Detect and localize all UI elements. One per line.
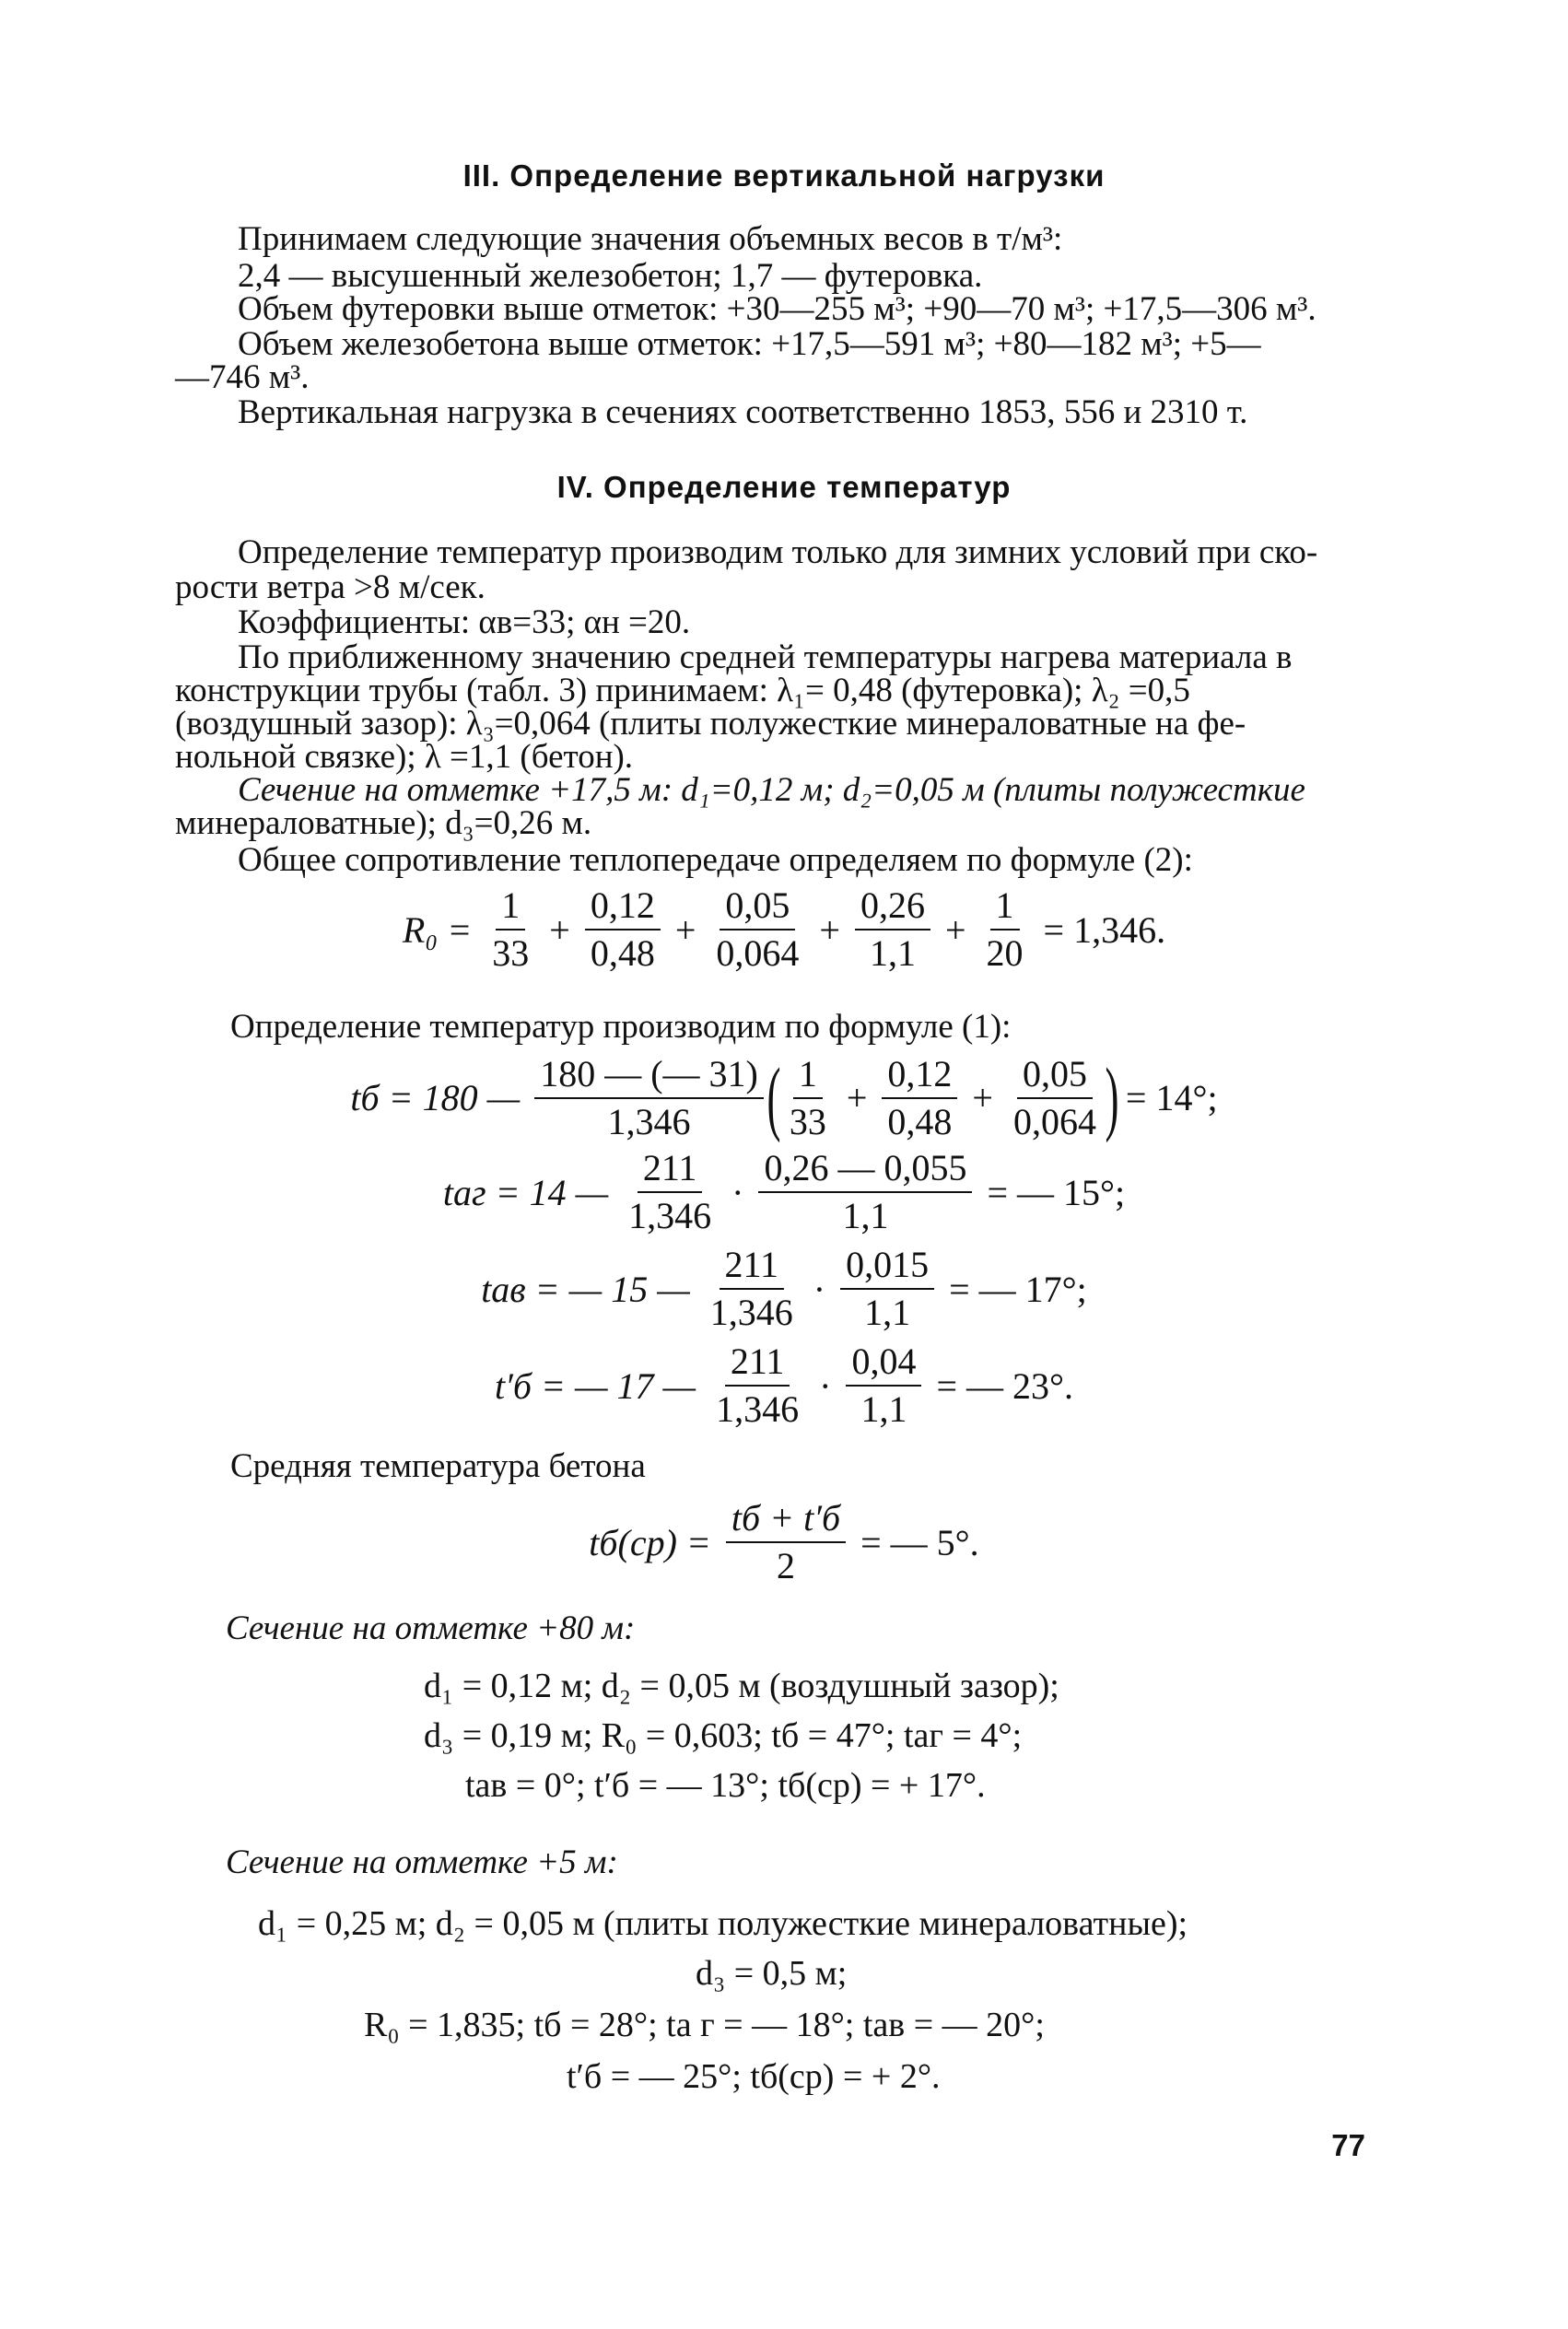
formula-r0: R₀ = $\frac{1}{33}$ + $\frac{0,12}{0,48}$ + $\frac{0,05}{0,064}$ + $\frac{0,26}{1,1}$ + $\frac{1}{20}$ = 1,346. bbox=[402, 884, 1166, 974]
formula-t-mean: tб(ср) = tб + t′б 2 = — 5°. bbox=[589, 1497, 979, 1586]
section-title: Сечение на отметке +5 м: bbox=[226, 1843, 618, 1881]
formula-line: t′б = — 25°; tб(ср) = + 2°. bbox=[567, 2057, 941, 2096]
text-line: Коэффициенты: αв=33; αн =20. bbox=[238, 603, 691, 641]
text-line: Общее сопротивление теплопередаче определяем по формуле (2): bbox=[238, 841, 1193, 879]
text-line: Объем железобетона выше отметок: +17,5—591 м³; +80—182 м³; +5— bbox=[238, 325, 1261, 363]
text-line: —746 м³. bbox=[175, 358, 310, 396]
text-line: (воздушный зазор): λ₃=0,064 (плиты полужесткие минераловатные на фе- bbox=[175, 705, 1246, 743]
formula-line: tав = 0°; t′б = — 13°; tб(ср) = + 17°. bbox=[465, 1766, 986, 1805]
section-4-heading: IV. Определение температур bbox=[556, 470, 1012, 504]
text-line: Сечение на отметке +17,5 м: d₁=0,12 м; d₂=0,05 м (плиты полужесткие bbox=[238, 771, 1305, 809]
text-line: Принимаем следующие значения объемных весов в т/м³: bbox=[238, 220, 1063, 258]
formula-line: d₃ = 0,5 м; bbox=[696, 1954, 848, 1993]
formula-t-b-prime: t′б = — 17 — 211 1,346 · $\frac{0,04}{1,1}$ = — 23°. bbox=[495, 1340, 1073, 1430]
formula-t-av: tав = — 15 — 211 1,346 · $\frac{0,015}{1,1}$ = — 17°; bbox=[481, 1244, 1087, 1333]
text-line: Определение температур производим только для зимних условий при ско- bbox=[238, 533, 1318, 571]
text-line: Определение температур производим по формуле (1): bbox=[230, 1008, 1012, 1046]
text-line: По приближенному значению средней температуры нагрева материала в bbox=[238, 638, 1293, 676]
formula-line: d₁ = 0,25 м; d₂ = 0,05 м (плиты полужесткие минераловатные); bbox=[258, 1904, 1188, 1943]
text-line: конструкции трубы (табл. 3) принимаем: λ₁= 0,48 (футеровка); λ₂ =0,5 bbox=[175, 672, 1190, 709]
formula-line: R₀ = 1,835; tб = 28°; tа г = — 18°; tав = — 20°; bbox=[364, 2006, 1045, 2044]
text-line: минераловатные); d₃=0,26 м. bbox=[175, 804, 592, 842]
text-line: Объем футеровки выше отметок: +30—255 м³; +90—70 м³; +17,5—306 м³. bbox=[238, 290, 1316, 328]
formula-t-ag: tаг = 14 — 211 1,346 · $\frac{0,26 — 0,055}{1,1}$ = — 15°; bbox=[442, 1147, 1126, 1236]
text-line: Вертикальная нагрузка в сечениях соответственно 1853, 556 и 2310 т. bbox=[238, 393, 1248, 431]
text-line: нольной связке); λ =1,1 (бетон). bbox=[175, 738, 634, 776]
formula-line: d₃ = 0,19 м; R₀ = 0,603; tб = 47°; tаг = 4°; bbox=[424, 1716, 1023, 1755]
text-line: рости ветра >8 м/сек. bbox=[175, 568, 486, 606]
text-line: Средняя температура бетона bbox=[230, 1447, 646, 1485]
section-3-heading: III. Определение вертикальной нагрузки bbox=[462, 158, 1106, 193]
formula-line: d₁ = 0,12 м; d₂ = 0,05 м (воздушный зазор); bbox=[424, 1667, 1059, 1705]
section-title: Сечение на отметке +80 м: bbox=[226, 1609, 636, 1647]
page-number: 77 bbox=[1331, 2128, 1365, 2162]
text-line: 2,4 — высушенный железобетон; 1,7 — футеровка. bbox=[238, 257, 983, 295]
formula-t-b: tб = 180 — 180 — (— 31) 1,346 ( 1 33 + $\frac{0,12}{0,48}$ + $\frac{0,05}{0,064}$ ) = 14°; bbox=[350, 1052, 1218, 1143]
